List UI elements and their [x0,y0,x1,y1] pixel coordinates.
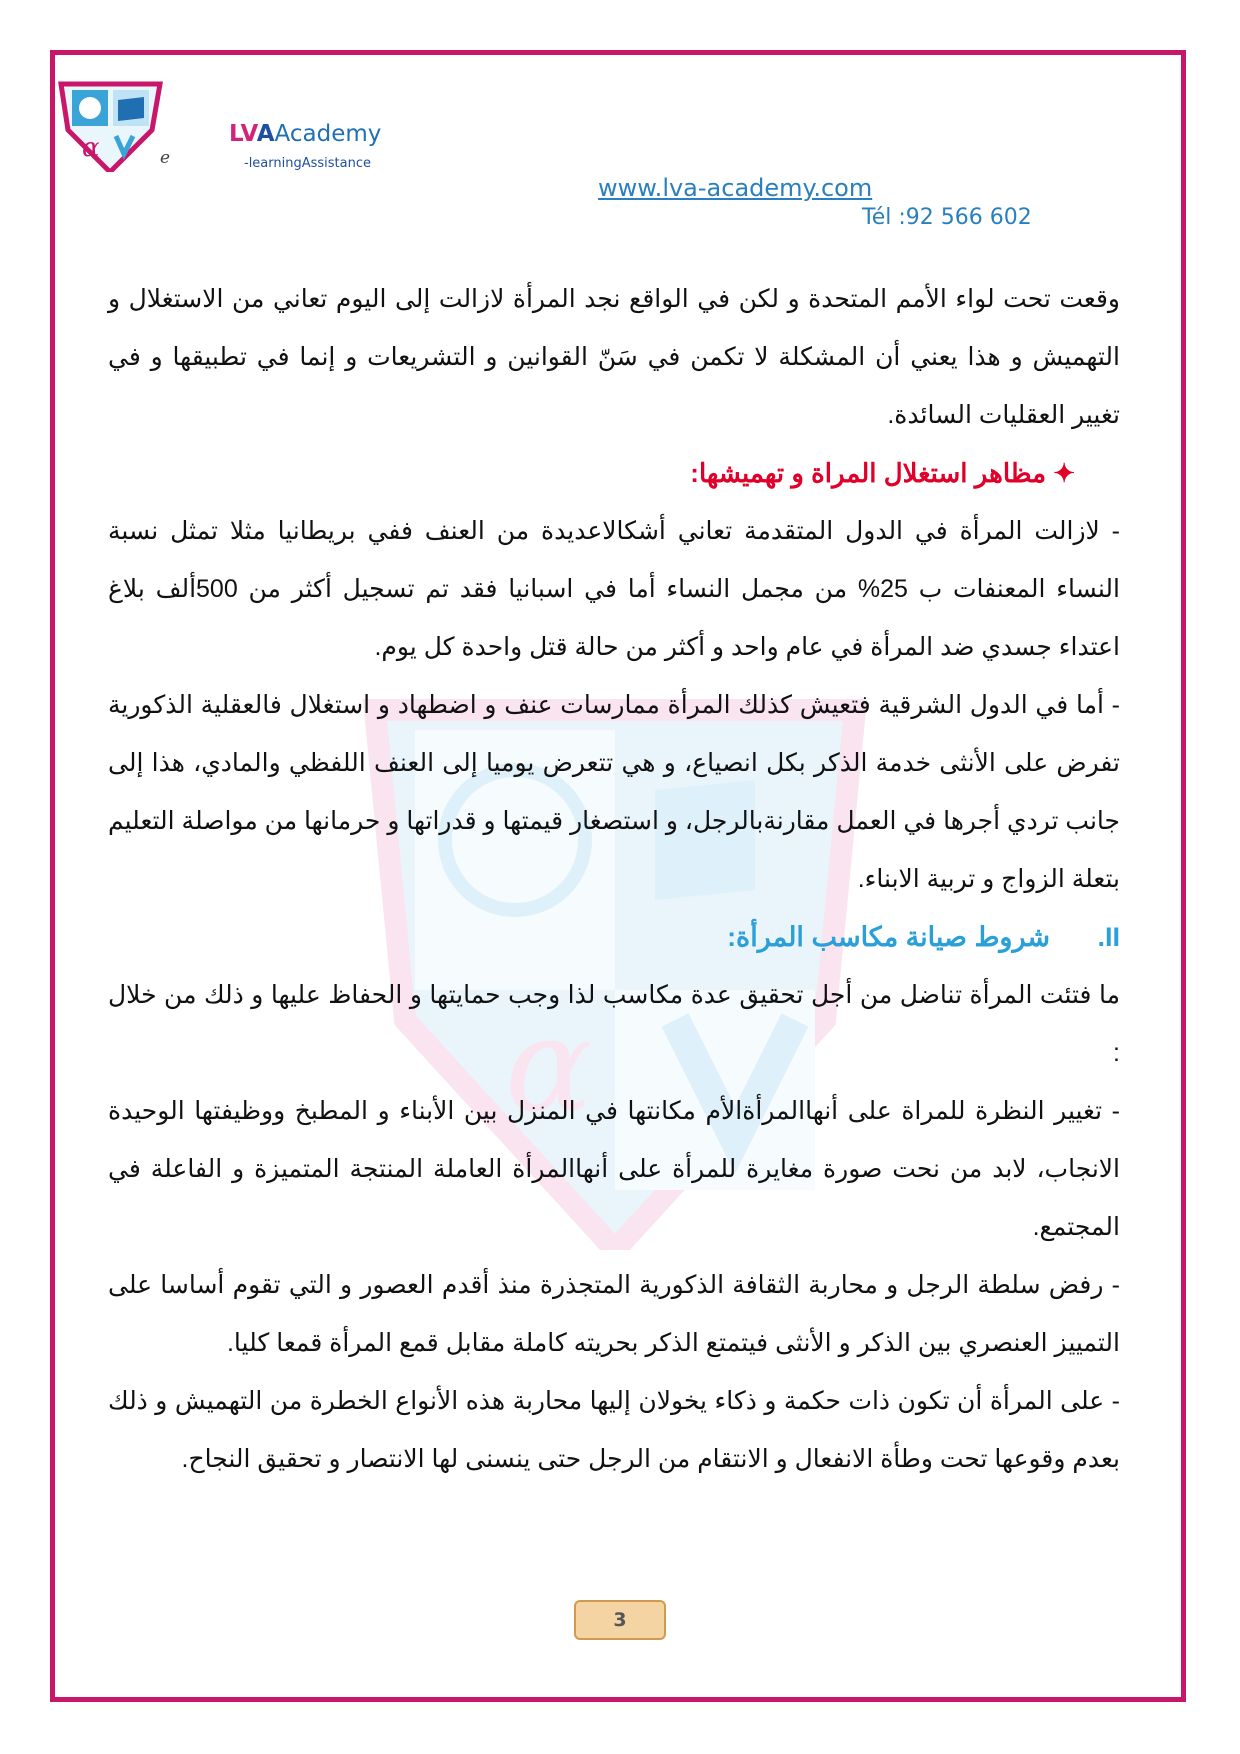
paragraph-change-view: - تغيير النظرة للمراة على أنهاالمرأةالأم مكانتها في المنزل بين الأبناء و المطبخ ووظيفتها الوحيدة الانجاب، لابد من نحت صورة مغايرة للمرأة على أنهاالمرأة العاملة المنتجة المتميزة و الفاعلة في المجتمع. [108,1097,1120,1241]
paragraph-conditions-intro: ما فتئت المرأة تناضل من أجل تحقيق عدة مكاسب لذا وجب حمايتها و الحفاظ عليها و ذلك من خلال : [108,981,1120,1067]
website-link[interactable]: www.lva-academy.com [598,174,873,202]
page-number: 3 [574,1600,666,1640]
intro-paragraph: وقعت تحت لواء الأمم المتحدة و لكن في الواقع نجد المرأة لازالت إلى اليوم تعاني من الاستغلال و التهميش و هذا يعني أن المشكلة لا تكمن في سَنّ القوانين و التشريعات و إنما في تطبيقها و في تغيير العقليات السائدة. [108,285,1120,429]
brand-tagline: -learningAssistance [244,156,371,171]
brand-name [229,121,381,147]
section-number: II. [1097,922,1120,952]
paragraph-developed-countries: - لازالت المرأة في الدول المتقدمة تعاني أشكالاعديدة من العنف ففي بريطانيا مثلا تمثل نسبة النساء المعنفات ب 25% من مجمل النساء أما في اسبانيا فقد تم تسجيل أكثر من 500ألف بلاغ اعتداء جسدي ضد المرأة في عام واحد و أكثر من حالة قتل واحدة كل يوم. [108,517,1120,661]
academy-logo [58,80,163,172]
svg-text:α: α [505,989,593,1141]
logo-suffix: e [160,148,171,168]
paragraph-eastern-countries: - أما في الدول الشرقية فتعيش كذلك المرأة ممارسات عنف و اضطهاد و استغلال فالعقلية الذكورية تفرض على الأنثى خدمة الذكر بكل انصياع، و هي تتعرض يوميا إلى العنف اللفظي والمادي، هذا إلى جانب تردي أجرها في العمل مقارنةبالرجل، و استصغار قيمتها و قدراتها و حرمانها من مواصلة التعليم بتعلة الزواج و تربية الابناء. [107,691,1120,893]
section-heading-conditions [108,908,1120,966]
section-heading-exploitation: ✦ مظاهر استغلال المراة و تهميشها: [690,458,1075,488]
logo-alpha-text: α [82,133,100,163]
brand-a: A [256,121,275,147]
brand-lv: LV [229,121,257,147]
phone-number: Tél :92 566 602 [862,205,1032,230]
section-heading-text: شروط صيانة مكاسب المرأة: [727,922,1050,952]
paragraph-wisdom: - على المرأة أن تكون ذات حكمة و ذكاء يخولان إليها محاربة هذه الأنواع الخطرة من التهميش و ذلك بعدم وقوعها تحت وطأة الانفعال و الانتقام من الرجل حتى ينسنى لها الانتصار و تحقيق النجاح. [108,1387,1120,1473]
document-body [108,270,1120,1488]
brand-academy: Academy [274,121,382,147]
paragraph-reject-authority: - رفض سلطة الرجل و محاربة الثقافة الذكورية المتجذرة منذ أقدم العصور و التي تقوم أساسا على التمييز العنصري بين الذكر و الأنثى فيتمتع الذكر بحريته كاملة مقابل قمع المرأة قمعا كليا. [108,1271,1120,1357]
